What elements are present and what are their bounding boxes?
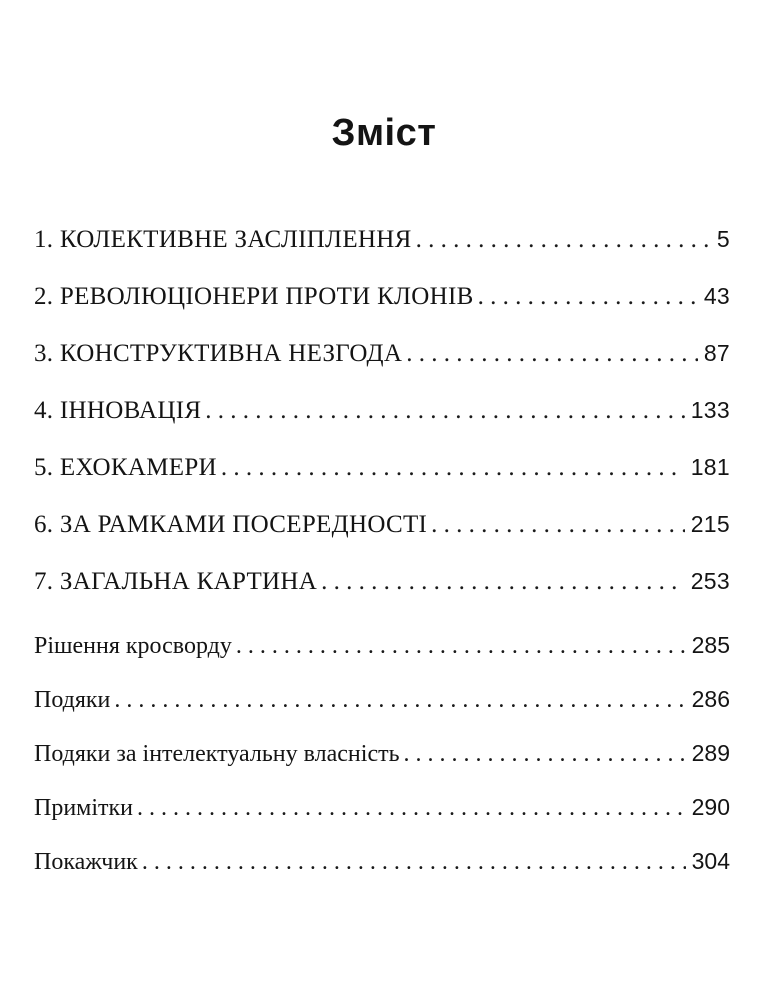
entry-title: 2. РЕВОЛЮЦІОНЕРИ ПРОТИ КЛОНІВ xyxy=(34,283,474,310)
dot-leader xyxy=(142,849,686,876)
entry-title: Покажчик xyxy=(34,849,138,875)
toc-entry-crossword-solution xyxy=(34,632,730,686)
toc-entry-acknowledgements xyxy=(34,686,730,740)
entry-title: 5. ЕХОКАМЕРИ xyxy=(34,454,217,481)
toc-entry-ip-acknowledgements xyxy=(34,740,730,794)
entry-title: 4. ІННОВАЦІЯ xyxy=(34,397,202,424)
dot-leader xyxy=(236,633,686,660)
dot-leader xyxy=(404,741,686,768)
toc-entry-chapter-5 xyxy=(34,454,730,511)
dot-leader xyxy=(137,795,686,822)
toc-entry-chapter-6 xyxy=(34,511,730,568)
toc-entry-chapter-7 xyxy=(34,568,730,625)
toc-entry-index xyxy=(34,848,730,902)
entry-page-number: 289 xyxy=(691,740,730,766)
entry-title: Подяки за інтелектуальну власність xyxy=(34,741,400,767)
entry-page-number: 133 xyxy=(690,397,730,423)
dot-leader xyxy=(478,283,698,311)
toc-entry-chapter-2 xyxy=(34,283,730,340)
chapter-list xyxy=(34,226,730,625)
dot-leader xyxy=(221,454,685,482)
entry-title: 3. КОНСТРУКТИВНА НЕЗГОДА xyxy=(34,340,403,367)
toc-entry-chapter-4 xyxy=(34,397,730,454)
entry-title: 1. КОЛЕКТИВНЕ ЗАСЛІПЛЕННЯ xyxy=(34,226,412,253)
entry-title: 6. ЗА РАМКАМИ ПОСЕРЕДНОСТІ xyxy=(34,511,428,538)
entry-page-number: 304 xyxy=(691,848,730,874)
entry-page-number: 87 xyxy=(703,340,730,366)
toc-entry-chapter-3 xyxy=(34,340,730,397)
entry-title: Примітки xyxy=(34,795,134,821)
toc-entry-chapter-1 xyxy=(34,226,730,283)
entry-page-number: 215 xyxy=(690,511,730,537)
entry-page-number: 285 xyxy=(691,632,730,658)
toc-entry-notes xyxy=(34,794,730,848)
entry-title: 7. ЗАГАЛЬНА КАРТИНА xyxy=(34,568,318,595)
entry-page-number: 253 xyxy=(690,568,730,594)
dot-leader xyxy=(406,340,698,368)
entry-page-number: 5 xyxy=(716,226,730,252)
entry-page-number: 43 xyxy=(703,283,730,309)
dot-leader xyxy=(205,397,684,425)
page-title: Зміст xyxy=(331,112,437,154)
entry-page-number: 286 xyxy=(691,686,730,712)
dot-leader xyxy=(321,568,685,596)
dot-leader xyxy=(416,226,711,254)
entry-title: Рішення кросворду xyxy=(34,633,232,659)
entry-page-number: 181 xyxy=(690,454,730,480)
entry-page-number: 290 xyxy=(691,794,730,820)
dot-leader xyxy=(114,687,685,714)
backmatter-list xyxy=(34,632,730,902)
entry-title: Подяки xyxy=(34,687,111,713)
dot-leader xyxy=(431,511,685,539)
